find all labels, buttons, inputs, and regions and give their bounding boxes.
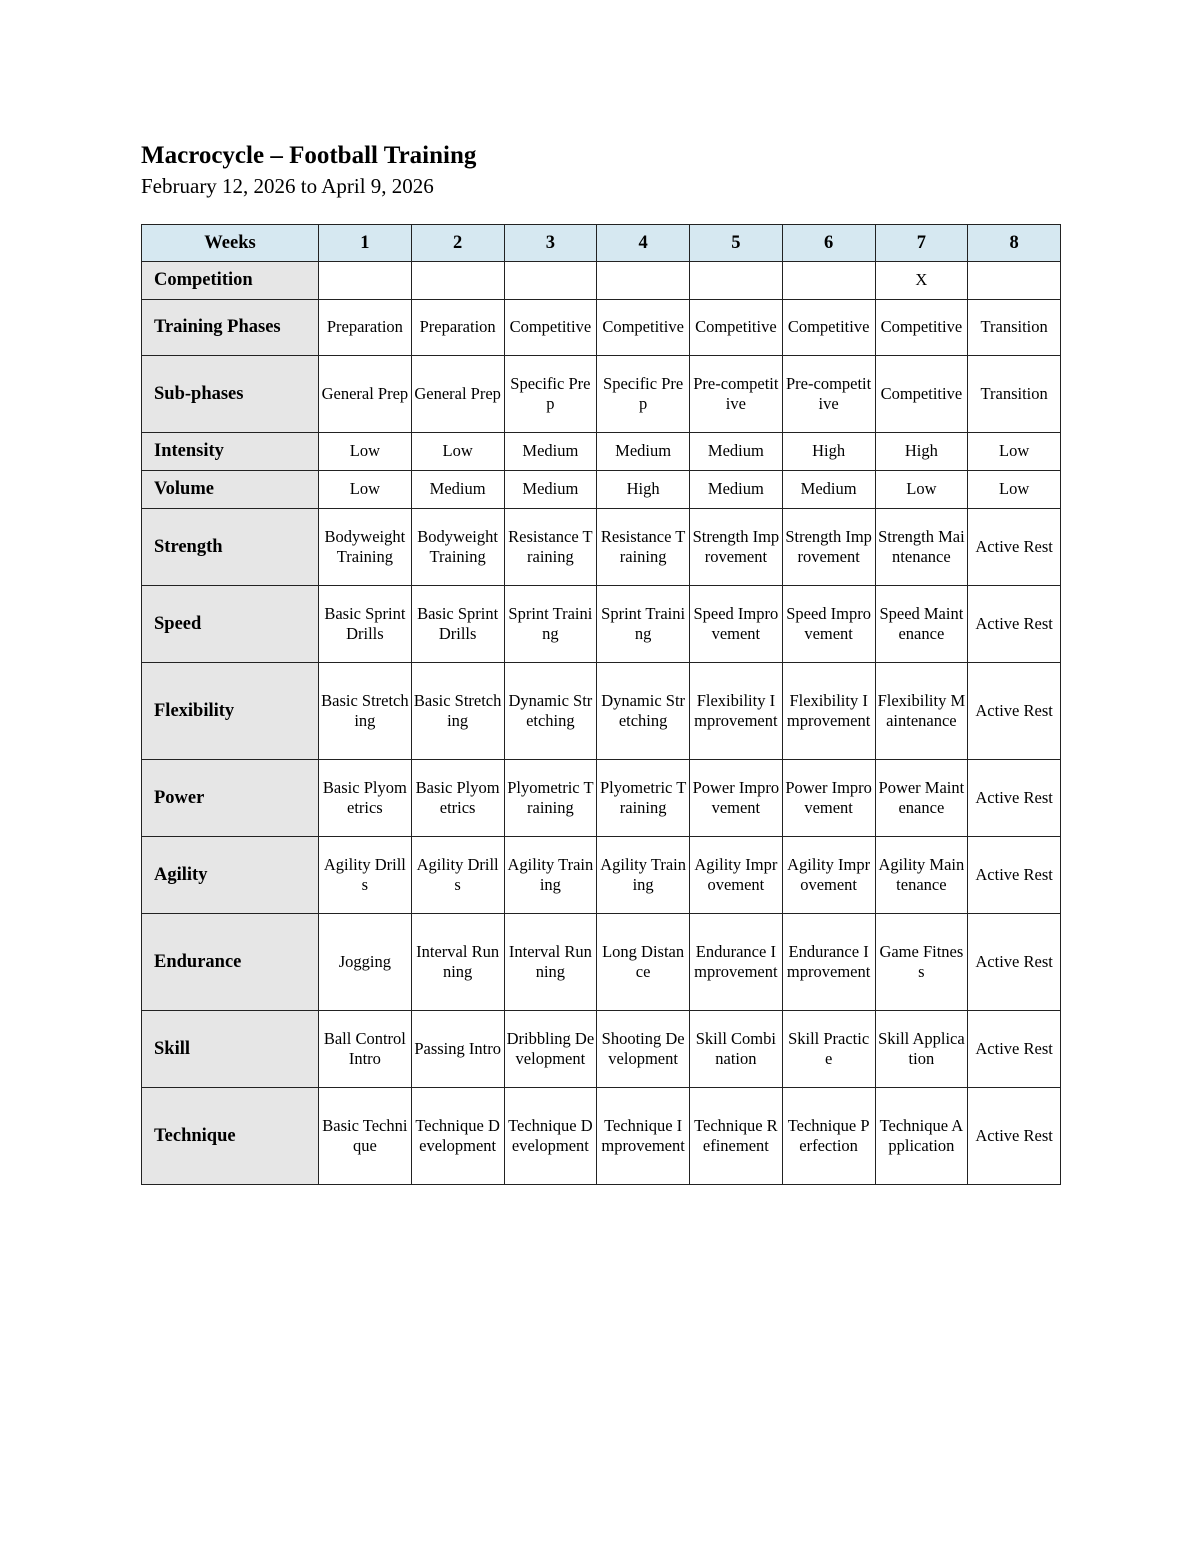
- table-cell: Competitive: [782, 300, 875, 356]
- table-cell: Basic Stretching: [411, 663, 504, 760]
- table-cell: Competitive: [875, 300, 968, 356]
- table-cell: Specific Prep: [597, 356, 690, 433]
- table-cell: Technique Refinement: [690, 1088, 783, 1185]
- table-cell: Sprint Training: [504, 586, 597, 663]
- row-label: Flexibility: [142, 663, 319, 760]
- row-label: Technique: [142, 1088, 319, 1185]
- table-cell: Competitive: [875, 356, 968, 433]
- table-cell: [504, 262, 597, 300]
- table-cell: [411, 262, 504, 300]
- header-cell-week-2: 2: [411, 225, 504, 262]
- row-label: Competition: [142, 262, 319, 300]
- table-cell: Active Rest: [968, 1011, 1061, 1088]
- table-cell: Plyometric Training: [597, 760, 690, 837]
- table-row: [142, 262, 1061, 300]
- table-cell: Low: [968, 471, 1061, 509]
- table-cell: [597, 262, 690, 300]
- table-row: [142, 837, 1061, 914]
- table-cell: Game Fitness: [875, 914, 968, 1011]
- row-label: Training Phases: [142, 300, 319, 356]
- table-body: [142, 262, 1061, 1185]
- table-cell: Active Rest: [968, 663, 1061, 760]
- row-label: Volume: [142, 471, 319, 509]
- table-cell: Agility Maintenance: [875, 837, 968, 914]
- table-cell: Ball Control Intro: [319, 1011, 412, 1088]
- table-row: [142, 356, 1061, 433]
- row-label: Strength: [142, 509, 319, 586]
- table-cell: Passing Intro: [411, 1011, 504, 1088]
- table-cell: Basic Technique: [319, 1088, 412, 1185]
- table-cell: Skill Combination: [690, 1011, 783, 1088]
- table-cell: High: [875, 433, 968, 471]
- table-cell: Flexibility Maintenance: [875, 663, 968, 760]
- table-cell: Low: [411, 433, 504, 471]
- table-cell: Flexibility Improvement: [782, 663, 875, 760]
- table-cell: General Prep: [319, 356, 412, 433]
- table-row: [142, 1011, 1061, 1088]
- table-cell: Competitive: [504, 300, 597, 356]
- table-cell: High: [782, 433, 875, 471]
- document-date-range: February 12, 2026 to April 9, 2026: [141, 174, 434, 198]
- table-cell: Basic Sprint Drills: [411, 586, 504, 663]
- header-cell-weeks: Weeks: [142, 225, 319, 262]
- table-cell: Medium: [597, 433, 690, 471]
- table-cell: Resistance Training: [597, 509, 690, 586]
- table-row: [142, 300, 1061, 356]
- header-cell-week-7: 7: [875, 225, 968, 262]
- table-cell: X: [875, 262, 968, 300]
- table-cell: Long Distance: [597, 914, 690, 1011]
- header-row: [142, 225, 1061, 262]
- table-cell: Transition: [968, 300, 1061, 356]
- table-row: [142, 433, 1061, 471]
- table-cell: [968, 262, 1061, 300]
- header-cell-week-3: 3: [504, 225, 597, 262]
- table-cell: Active Rest: [968, 914, 1061, 1011]
- document-title: Macrocycle – Football Training: [141, 142, 477, 169]
- table-cell: Medium: [690, 433, 783, 471]
- table-cell: Power Maintenance: [875, 760, 968, 837]
- row-label: Speed: [142, 586, 319, 663]
- table-cell: Dynamic Stretching: [597, 663, 690, 760]
- table-cell: Competitive: [690, 300, 783, 356]
- table-cell: Endurance Improvement: [690, 914, 783, 1011]
- table-cell: Agility Training: [504, 837, 597, 914]
- table-cell: Low: [319, 433, 412, 471]
- table-cell: Agility Drills: [411, 837, 504, 914]
- table-cell: Transition: [968, 356, 1061, 433]
- table-cell: Preparation: [411, 300, 504, 356]
- row-label: Sub-phases: [142, 356, 319, 433]
- table-cell: Active Rest: [968, 509, 1061, 586]
- table-row: [142, 1088, 1061, 1185]
- table-cell: Bodyweight Training: [319, 509, 412, 586]
- table-cell: Power Improvement: [782, 760, 875, 837]
- table-cell: Flexibility Improvement: [690, 663, 783, 760]
- row-label: Skill: [142, 1011, 319, 1088]
- table-cell: Speed Maintenance: [875, 586, 968, 663]
- table-cell: Strength Maintenance: [875, 509, 968, 586]
- header-cell-week-8: 8: [968, 225, 1061, 262]
- table-cell: Competitive: [597, 300, 690, 356]
- table-cell: Dynamic Stretching: [504, 663, 597, 760]
- table-cell: Medium: [411, 471, 504, 509]
- table-cell: Technique Perfection: [782, 1088, 875, 1185]
- table-cell: Active Rest: [968, 1088, 1061, 1185]
- table-cell: Shooting Development: [597, 1011, 690, 1088]
- table-cell: Basic Plyometrics: [319, 760, 412, 837]
- table-cell: Medium: [504, 433, 597, 471]
- table-cell: Power Improvement: [690, 760, 783, 837]
- table-cell: [319, 262, 412, 300]
- table-cell: Dribbling Development: [504, 1011, 597, 1088]
- row-label: Power: [142, 760, 319, 837]
- row-label: Endurance: [142, 914, 319, 1011]
- table-cell: Active Rest: [968, 837, 1061, 914]
- table-cell: [690, 262, 783, 300]
- row-label: Intensity: [142, 433, 319, 471]
- table-cell: Resistance Training: [504, 509, 597, 586]
- table-cell: Pre-competitive: [690, 356, 783, 433]
- table-cell: Strength Improvement: [782, 509, 875, 586]
- table-row: [142, 760, 1061, 837]
- header-cell-week-1: 1: [319, 225, 412, 262]
- header-cell-week-4: 4: [597, 225, 690, 262]
- table-cell: Technique Improvement: [597, 1088, 690, 1185]
- table-cell: Bodyweight Training: [411, 509, 504, 586]
- table-cell: Technique Development: [504, 1088, 597, 1185]
- table-cell: Speed Improvement: [782, 586, 875, 663]
- table-cell: Skill Application: [875, 1011, 968, 1088]
- table-row: [142, 663, 1061, 760]
- header-cell-week-5: 5: [690, 225, 783, 262]
- macrocycle-table: [141, 224, 1061, 1185]
- table-cell: Medium: [504, 471, 597, 509]
- table-cell: Basic Sprint Drills: [319, 586, 412, 663]
- table-cell: Medium: [782, 471, 875, 509]
- table-cell: Low: [319, 471, 412, 509]
- table-cell: High: [597, 471, 690, 509]
- table-cell: Basic Stretching: [319, 663, 412, 760]
- table-cell: Speed Improvement: [690, 586, 783, 663]
- table-cell: Low: [968, 433, 1061, 471]
- table-cell: Agility Training: [597, 837, 690, 914]
- table-cell: Sprint Training: [597, 586, 690, 663]
- table-cell: Technique Application: [875, 1088, 968, 1185]
- table-cell: Plyometric Training: [504, 760, 597, 837]
- header-cell-week-6: 6: [782, 225, 875, 262]
- table-cell: Basic Plyometrics: [411, 760, 504, 837]
- table-row: [142, 509, 1061, 586]
- table-cell: Technique Development: [411, 1088, 504, 1185]
- table-row: [142, 586, 1061, 663]
- table-header: [142, 225, 1061, 262]
- table-cell: Preparation: [319, 300, 412, 356]
- table-cell: Active Rest: [968, 586, 1061, 663]
- table-cell: Specific Prep: [504, 356, 597, 433]
- table-cell: Agility Drills: [319, 837, 412, 914]
- table-cell: Jogging: [319, 914, 412, 1011]
- table-row: [142, 914, 1061, 1011]
- table-cell: Skill Practice: [782, 1011, 875, 1088]
- table-cell: Agility Improvement: [690, 837, 783, 914]
- table-cell: Interval Running: [504, 914, 597, 1011]
- table-row: [142, 471, 1061, 509]
- table-cell: Endurance Improvement: [782, 914, 875, 1011]
- document-page: [141, 140, 1060, 1185]
- row-label: Agility: [142, 837, 319, 914]
- table-cell: Interval Running: [411, 914, 504, 1011]
- table-cell: Low: [875, 471, 968, 509]
- table-cell: Agility Improvement: [782, 837, 875, 914]
- table-cell: Medium: [690, 471, 783, 509]
- table-cell: Strength Improvement: [690, 509, 783, 586]
- table-cell: [782, 262, 875, 300]
- table-cell: Pre-competitive: [782, 356, 875, 433]
- table-cell: Active Rest: [968, 760, 1061, 837]
- table-cell: General Prep: [411, 356, 504, 433]
